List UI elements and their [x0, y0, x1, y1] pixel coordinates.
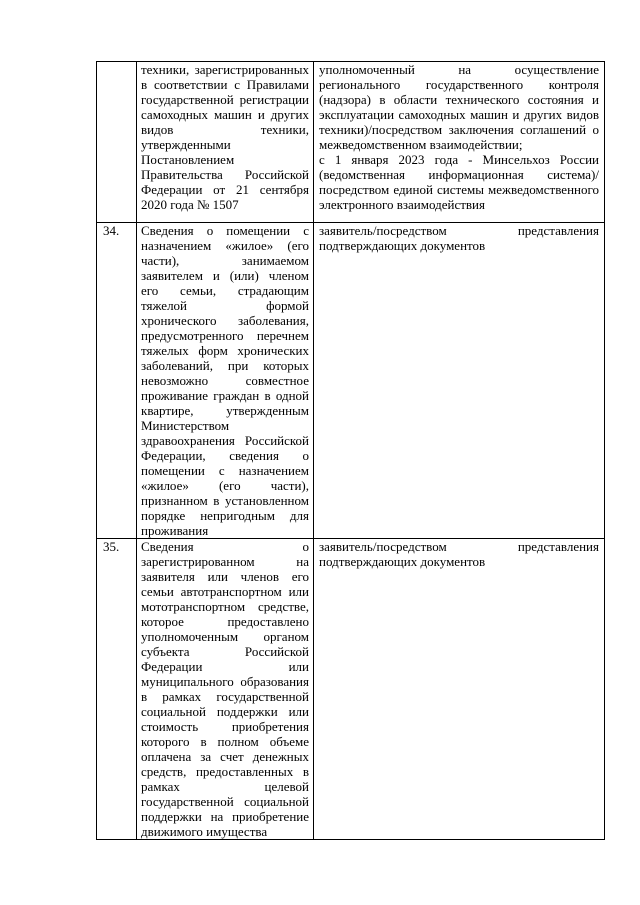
- row-source: [314, 62, 605, 223]
- row-number: [97, 62, 137, 223]
- table-row: [97, 62, 605, 223]
- row-description: Сведения о помещении с назначением «жилое» (его части), занимаемом заявителем и (или) членом его семьи, страдающим тяжелой формой хронического заболевания, предусмотренного перечнем тяжелых форм хронических заболеваний, при которых невозможно совместное проживание граждан в одной квартире, утвержденным Министерством здравоохранения Российской Федерации, сведения о помещении с назначением «жилое» (его части), признанном в установленном порядке непригодным для проживания: [137, 223, 314, 539]
- row-source: заявитель/посредством представления подтверждающих документов: [314, 539, 605, 840]
- table-row: [97, 223, 605, 539]
- table-row: [97, 539, 605, 840]
- row-source-text: уполномоченный на осуществление регионального государственного контроля (надзора) в области технического состояния и эксплуатации самоходных машин и других видов техники)/посредством заключения соглашений о межведомственном взаимодействии; с 1 января 2023 года - Минсельхоз России (ведомственная информационная система)/посредством единой системы межведомственного электронного взаимодействия: [319, 62, 599, 212]
- row-number: 35.: [97, 539, 137, 840]
- row-source: заявитель/посредством представления подтверждающих документов: [314, 223, 605, 539]
- row-description: Сведения о зарегистрированном на заявителя или членов его семьи автотранспортном или мототранспортном средстве, которое предоставлено уполномоченным органом субъекта Российской Федерации или муниципального образования в рамках государственной социальной поддержки или стоимость приобретения которого в полном объеме оплачена за счет денежных средств, предоставленных в рамках целевой государственной социальной поддержки на приобретение движимого имущества: [137, 539, 314, 840]
- row-description: техники, зарегистрированных в соответствии с Правилами государственной регистрации самоходных машин и других видов техники, утвержденными Постановлением Правительства Российской Федерации от 21 сентября 2020 года № 1507: [137, 62, 314, 223]
- row-number: 34.: [97, 223, 137, 539]
- requirements-table: [96, 61, 605, 840]
